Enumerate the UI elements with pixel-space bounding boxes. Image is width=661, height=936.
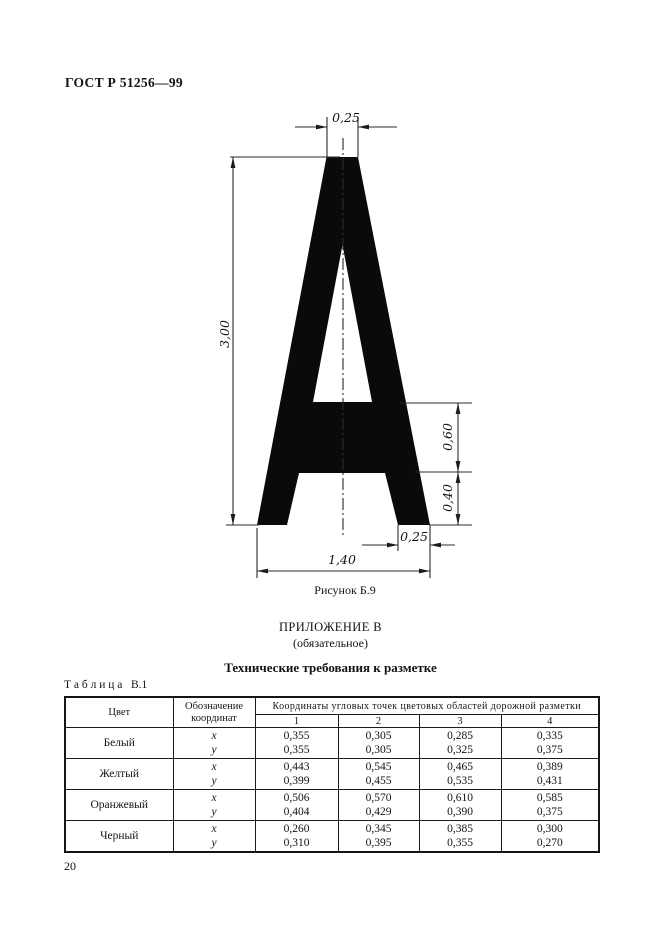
coord-cell: 0,305 0,305 [338, 728, 419, 759]
coord-cell: 0,385 0,355 [419, 821, 501, 852]
color-name: Черный [65, 821, 173, 852]
dim-label-top-width: 0,25 [332, 110, 360, 125]
dim-label-crossbar-height: 0,60 [440, 423, 455, 451]
header-color: Цвет [65, 697, 173, 728]
x-label: x [211, 822, 217, 835]
table-row-orange [65, 790, 599, 821]
header-subcol-4: 4 [501, 715, 599, 728]
dim-label-below-crossbar: 0,40 [440, 484, 455, 512]
table-row-white [65, 728, 599, 759]
appendix-title: ПРИЛОЖЕНИЕ В [279, 620, 382, 634]
color-name: Оранжевый [65, 790, 173, 821]
coord-cell: 0,506 0,404 [255, 790, 338, 821]
table-row-black [65, 821, 599, 852]
color-coordinates-table [64, 696, 600, 853]
page-number: 20 [64, 859, 76, 873]
dimension-leg-width [362, 525, 455, 578]
header-subcol-1: 1 [255, 715, 338, 728]
letter-a-dimension-drawing [200, 100, 490, 600]
coord-cell: 0,335 0,375 [501, 728, 599, 759]
coord-cell: 0,610 0,390 [419, 790, 501, 821]
coord-cell: 0,355 0,355 [255, 728, 338, 759]
xy-designation [173, 728, 255, 759]
y-label: y [211, 836, 217, 849]
figure-caption: Рисунок Б.9 [314, 583, 376, 597]
x-label: x [211, 792, 217, 804]
appendix-subtitle: (обязательное) [293, 636, 368, 650]
coord-cell: 0,443 0,399 [255, 759, 338, 790]
coord-cell: 0,260 0,310 [255, 821, 338, 852]
coord-cell: 0,300 0,270 [501, 821, 599, 852]
color-name: Желтый [65, 759, 173, 790]
x-label: x [211, 730, 217, 742]
dimension-top-width [295, 110, 397, 157]
dim-label-leg-width: 0,25 [400, 529, 428, 544]
dim-label-base-width: 1,40 [328, 552, 356, 567]
xy-designation [173, 821, 255, 852]
coord-cell: 0,389 0,431 [501, 759, 599, 790]
y-label: y [211, 744, 217, 756]
x-label: x [211, 761, 217, 773]
coord-cell: 0,570 0,429 [338, 790, 419, 821]
table-row-yellow [65, 759, 599, 790]
header-subcol-3: 3 [419, 715, 501, 728]
y-label: y [211, 806, 217, 818]
header-designation: Обозначение координат [173, 697, 255, 728]
section-title: Технические требования к разметке [224, 660, 437, 675]
xy-designation [173, 759, 255, 790]
coord-cell: 0,465 0,535 [419, 759, 501, 790]
coord-cell: 0,345 0,395 [338, 821, 419, 852]
xy-designation [173, 790, 255, 821]
coord-cell: 0,285 0,325 [419, 728, 501, 759]
header-subcol-2: 2 [338, 715, 419, 728]
header-coordinates: Координаты угловых точек цветовых областей дорожной разметки [255, 697, 599, 715]
coord-cell: 0,545 0,455 [338, 759, 419, 790]
table-caption: Т а б л и ц а В.1 [64, 679, 148, 691]
y-label: y [211, 775, 217, 787]
coord-cell: 0,585 0,375 [501, 790, 599, 821]
document-code: ГОСТ Р 51256—99 [65, 75, 183, 90]
dim-label-height: 3,00 [217, 320, 232, 348]
color-name: Белый [65, 728, 173, 759]
